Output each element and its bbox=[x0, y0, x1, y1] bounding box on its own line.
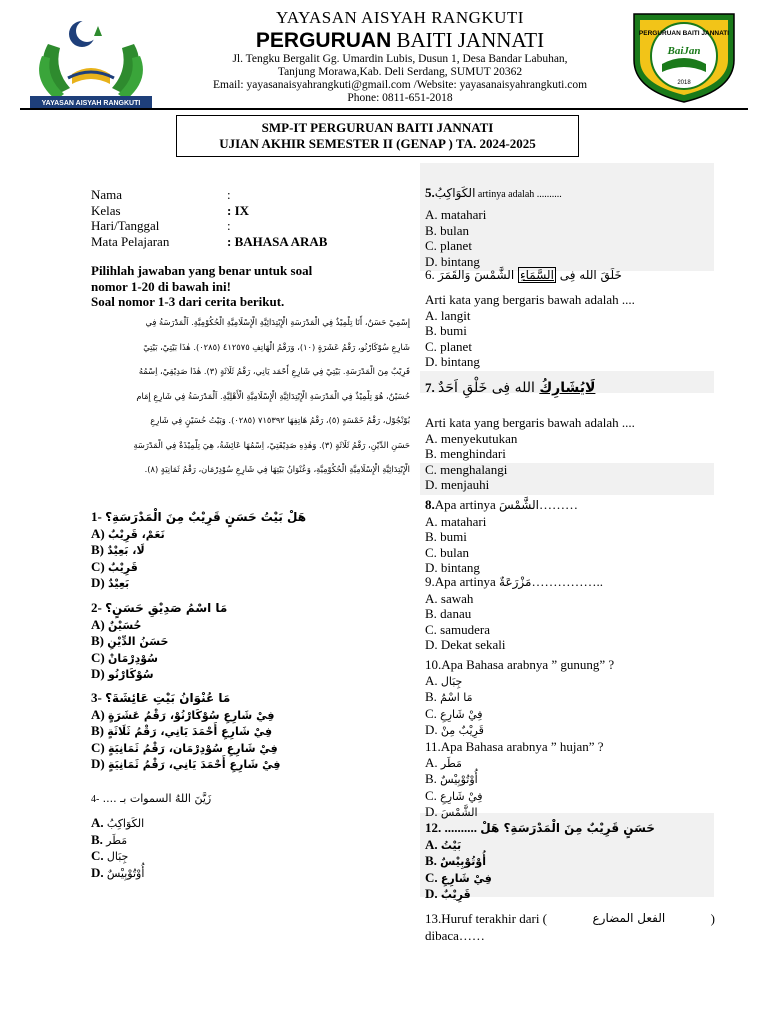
option[interactable]: A) نَعَمْ، قَرِيْبٌ bbox=[91, 525, 165, 541]
option[interactable]: B. menghindari bbox=[425, 446, 506, 461]
name-field[interactable]: : bbox=[227, 187, 231, 202]
logo-banner-text: YAYASAN AISYAH RANGKUTI bbox=[41, 100, 141, 107]
exam-title-line-2: UJIAN AKHIR SEMESTER II (GENAP ) TA. 2024-2025 bbox=[219, 136, 536, 151]
reading-passage: إِسْمِيْ حَسَنٌ، أَنَا تِلْمِيْذٌ فِي الْمَدْرَسَةِ الْإِبْتِدَائِيَّةِ الْإِسْلَامِيَّةِ الْحُكُوْمِيَّةِ. اَلْمَدْرَسَةُ فِي شَارِعِ سُوْكَارْنُو، رَقْمُ عَشَرَةٍ (١٠)، وَرَقْمُ الْهَاتِفِ ٤١٢٥٧٥ (٠٢٨٥). هٰذَا بَيْتِيْ، بَيْتِيْ قَرِيْبٌ مِنَ الْمَدْرَسَةِ. بَيْتِيْ فِي شَارِعِ أَحْمَد يَانِي، رَقْمُ ثَلَاثَةٍ (٣). هٰذَا صَدِيْقِيْ، اِسْمُهُ حُسَيْنٌ، هُوَ تِلْمِيْذٌ فِي الْمَدْرَسَةِ الْإِبْتِدَائِيَّةِ الْإِسْلَامِيَّةِ الْأَهْلِيَّةِ. اَلْمَدْرَسَةُ فِي شَارِعِ إِمَام بُوْنْجُوْل، رَقْمُ خَمْسَةٍ (٥)، رَقْمُ هَاتِفِهَا ٧١٥٣٩٢ (٠٢٨٥). وَبَيْتُ حُسَيْنٍ فِي شَارِعِ حَسَنِ الدِّيْنِ، رَقْمُ ثَلَاثَةٍ (٣). وَهٰذِهِ صَدِيْقَتِيْ، اِسْمُهَا عَائِشَةُ، هِيَ تِلْمِيْذَةٌ فِي الْمَدْرَسَةِ الْإِبْتِدَائِيَّةِ الْإِسْلَامِيَّةِ الْحُكُوْمِيَّةِ، وَعُنْوَانُ بَيْتِهَا فِي شَارِعِ سُوْدِرْمَان، رَقْمُ ثَمَانِيَةٍ (٨). bbox=[133, 317, 410, 474]
question-12: 12. .......... حَسَنٍ قَرِيْبٌ مِنَ الْمَدْرَسَةِ؟ هَلْ A. بَيْتُ B. أُوْتُوْبِيْسٌ C. فِيْ شَارِعِ D. قَرِيْبٌ bbox=[425, 820, 715, 903]
question-4: 4- زَيَّنَ اللهُ السموات بـ .... bbox=[91, 792, 212, 805]
option[interactable]: B. bumi bbox=[425, 323, 467, 338]
logo-right-top: PERGURUAN BAITI JANNATI bbox=[638, 30, 730, 37]
option[interactable]: D. bintang bbox=[425, 354, 480, 369]
option[interactable]: D) سُوْكَارْنُو bbox=[91, 666, 154, 681]
question-3: 3- مَا عُنْوَانُ بَيْتِ عَائِشَةَ؟ A) فِيْ شَارِعِ سُوْكَارْنُوْ، رَقْمُ عَشَرَةٍ B) فِيْ شَارِعِ أَحْمَدَ يَانِي، رَقْمُ ثَلَاثَةٍ C) فِيْ شَارِعِ سُوْدِرْمَان، رَقْمُ ثَمَانِيَةٍ D) فِيْ شَارِعِ أَحْمَدَ يَانِي، رَقْمُ ثَمَانِيَةٍ bbox=[91, 690, 411, 773]
option[interactable]: A. matahari bbox=[425, 207, 487, 222]
question-8: 8.Apa artinya الشَّمْسَ……… A. matahari B. bumi C. bulan D. bintang bbox=[425, 497, 715, 576]
option[interactable]: A) حُسَيْنٌ bbox=[91, 616, 142, 632]
option[interactable]: C. فِيْ شَارِعِ bbox=[425, 869, 492, 885]
option[interactable]: D. قَرِيْبٌ مِنْ bbox=[425, 722, 484, 737]
option[interactable]: C. bulan bbox=[425, 544, 470, 560]
option[interactable]: C. samudera bbox=[425, 621, 490, 637]
option[interactable]: A. مَطَر bbox=[425, 754, 462, 770]
option[interactable]: C) قَرِيْبٌ bbox=[91, 558, 138, 574]
phone-line: Phone: 0811-651-2018 bbox=[347, 92, 453, 104]
question-5-options bbox=[425, 207, 715, 269]
option[interactable]: A. جِبَال bbox=[425, 672, 463, 688]
question-11: 11.Apa Bahasa arabnya ” hujan” ? A. مَطَر B. أُوْتُوْبِيْسٌ C. فِيْ شَارِعِ D. الشَّمْسَ bbox=[425, 739, 715, 821]
option[interactable]: B. مَطَر bbox=[91, 831, 128, 847]
option[interactable]: B. مَا اسْمُ bbox=[425, 689, 473, 704]
question-6: 6. خَلَقَ الله فِى السَّمَاءِ الشَّمْسَ وَالقَمَرَ bbox=[425, 267, 622, 282]
question-7-body: Arti kata yang bergaris bawah adalah .... A. menyekutukan B. menghindari C. menghalangi D. menjauhi bbox=[425, 415, 715, 493]
identity-row: Mata Pelajaran : BAHASA ARAB bbox=[91, 233, 328, 249]
option[interactable]: A) فِيْ شَارِعِ سُوْكَارْنُوْ، رَقْمُ عَشَرَةٍ bbox=[91, 706, 275, 722]
option[interactable]: D. قَرِيْبٌ bbox=[425, 886, 471, 901]
option[interactable]: D) فِيْ شَارِعِ أَحْمَدَ يَانِي، رَقْمُ ثَمَانِيَةٍ bbox=[91, 756, 281, 771]
foundation-name: YAYASAN AISYAH RANGKUTI bbox=[276, 8, 524, 27]
option[interactable]: D. bintang bbox=[425, 560, 480, 575]
option[interactable]: A. matahari bbox=[425, 513, 487, 529]
instructions: Pilihlah jawaban yang benar untuk soal nomor 1-20 di bawah ini! Soal nomor 1-3 dari cerita berikut. bbox=[91, 263, 313, 309]
email-line: Email: yayasanaisyahrangkuti@gmail.com /Website: yayasanaisyahrangkuti.com bbox=[212, 79, 588, 91]
date-field[interactable]: : bbox=[227, 218, 231, 233]
question-4-options bbox=[91, 815, 291, 881]
option[interactable]: B. bulan bbox=[425, 222, 470, 238]
logo-right-year: 2018 bbox=[677, 80, 691, 86]
option[interactable]: D. menjauhi bbox=[425, 477, 490, 492]
address-line-1: Jl. Tengku Bergalit Gg. Umardin Lubis, Dusun 1, Desa Bandar Labuhan, bbox=[232, 53, 568, 65]
exam-title-line-1: SMP-IT PERGURUAN BAITI JANNATI bbox=[261, 120, 494, 135]
option[interactable]: A. langit bbox=[425, 307, 471, 323]
option[interactable]: C. فِيْ شَارِعِ bbox=[425, 787, 483, 803]
exam-title-box bbox=[176, 115, 579, 157]
option[interactable]: C. planet bbox=[425, 238, 472, 253]
option[interactable]: B. danau bbox=[425, 606, 472, 621]
option[interactable]: A. sawah bbox=[425, 590, 474, 606]
school-logo bbox=[626, 6, 742, 104]
option[interactable]: C. فِيْ شَارِعِ bbox=[425, 705, 483, 721]
question-10: 10.Apa Bahasa arabnya ” gunung” ? A. جِبَال B. مَا اسْمُ C. فِيْ شَارِعِ D. قَرِيْبٌ مِنْ bbox=[425, 657, 715, 739]
student-identity bbox=[91, 187, 391, 249]
question-2: 2- مَا اسْمُ صَدِيْقِ حَسَنٍ؟ A) حُسَيْنٌ B) حَسَنُ الدِّيْنِ C) سُوْدِرْمَانْ D) سُوْكَارْنُو bbox=[91, 600, 411, 683]
option[interactable]: B) لَا، بَعِيْدٌ bbox=[91, 542, 145, 557]
option[interactable]: D. أُوْتُوْبِيْسٌ bbox=[91, 864, 145, 880]
option[interactable]: B. أُوْتُوْبِيْسٌ bbox=[425, 771, 478, 786]
option[interactable]: A. بَيْتُ bbox=[425, 836, 462, 852]
question-13: 13.Huruf terakhir dari ( الفعل المضارع ) dibaca…… bbox=[425, 911, 715, 943]
logo-right-mid: BaiJan bbox=[667, 45, 701, 57]
option[interactable]: C. menghalangi bbox=[425, 461, 508, 477]
identity-row: Hari/Tanggal : bbox=[91, 218, 231, 233]
option[interactable]: B. أُوْتُوْبِيْسٌ bbox=[425, 853, 486, 868]
question-9: 9.Apa artinya مَزْرَعَةٌ…………….. A. sawah B. danau C. samudera D. Dekat sekali bbox=[425, 574, 715, 653]
option[interactable]: C. planet bbox=[425, 338, 472, 354]
question-5: 5.الكَوَاكِبُ artinya adalah .......... bbox=[425, 185, 562, 200]
option[interactable]: B) فِيْ شَارِعِ أَحْمَدَ يَانِي، رَقْمُ ثَلَاثَةٍ bbox=[91, 723, 273, 738]
option[interactable]: D. Dekat sekali bbox=[425, 637, 506, 652]
identity-row: Kelas : IX bbox=[91, 202, 250, 218]
option[interactable]: D. الشَّمْسَ bbox=[425, 804, 478, 819]
header-rule bbox=[20, 108, 748, 110]
option[interactable]: D) بَعِيْدٌ bbox=[91, 575, 130, 590]
question-7: 7. لَايُشَارِكُ الله فِى خَلْقِ اَحَدٌ bbox=[425, 380, 596, 396]
option[interactable]: D. bintang bbox=[425, 253, 480, 269]
question-6-body: Arti kata yang bergaris bawah adalah .... A. langit B. bumi C. planet D. bintang bbox=[425, 292, 715, 370]
foundation-logo bbox=[28, 14, 154, 112]
address-line-2: Tanjung Morawa,Kab. Deli Serdang, SUMUT 20362 bbox=[277, 66, 523, 78]
option[interactable]: A. الكَوَاكِبُ bbox=[91, 815, 145, 830]
option[interactable]: C. جِبَال bbox=[91, 848, 129, 863]
option[interactable]: B. bumi bbox=[425, 529, 467, 544]
option[interactable]: A. menyekutukan bbox=[425, 430, 518, 446]
identity-row: Nama : bbox=[91, 187, 231, 202]
question-1: 1- هَلْ بَيْتُ حَسَنٍ قَرِيْبٌ مِنَ الْمَدْرَسَةِ؟ A) نَعَمْ، قَرِيْبٌ B) لَا، بَعِيْدٌ C) قَرِيْبٌ D) بَعِيْدٌ bbox=[91, 509, 411, 592]
option[interactable]: C) فِيْ شَارِعِ سُوْدِرْمَان، رَقْمُ ثَمَانِيَةٍ bbox=[91, 739, 278, 755]
school-name: PERGURUAN BAITI JANNATI bbox=[255, 28, 545, 52]
option[interactable]: B) حَسَنُ الدِّيْنِ bbox=[91, 633, 169, 648]
option[interactable]: C) سُوْدِرْمَانْ bbox=[91, 649, 158, 665]
